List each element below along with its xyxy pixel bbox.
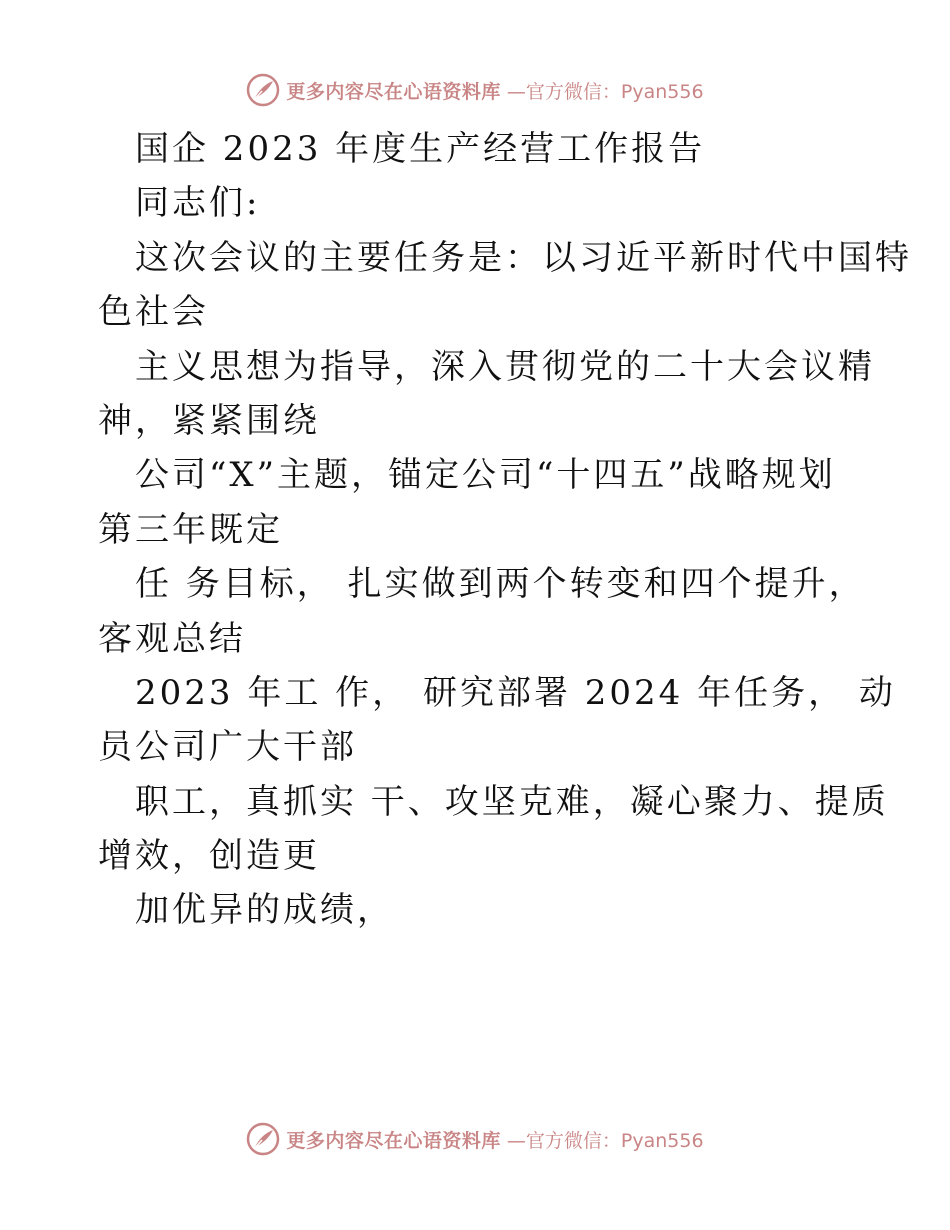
- watermark-text: 更多内容尽在心语资料库: [286, 1129, 501, 1152]
- paragraph-line: 员公司广大干部: [98, 727, 357, 768]
- paragraph-line: 公司“X”主题，锚定公司“十四五”战略规划: [135, 455, 836, 496]
- paragraph-line: 2023 年工 作， 研究部署 2024 年任务， 动: [135, 672, 896, 713]
- watermark-text: 更多内容尽在心语资料库: [286, 80, 501, 103]
- paragraph-line: 第三年既定: [98, 509, 283, 550]
- paragraph-line: 色社会: [98, 292, 209, 333]
- paragraph-line: 主义思想为指导，深入贯彻党的二十大会议精: [135, 346, 875, 387]
- document-body: [98, 122, 912, 938]
- footer-watermark: [0, 1122, 950, 1156]
- paragraph-line: 加优异的成绩，: [135, 890, 394, 931]
- feather-pen-logo-icon: [246, 73, 280, 107]
- feather-pen-logo-icon: [246, 1122, 280, 1156]
- paragraph-line: 神，紧紧围绕: [98, 400, 320, 441]
- salutation: 同志们:: [135, 183, 261, 224]
- paragraph-line: 任 务目标， 扎实做到两个转变和四个提升，: [135, 564, 866, 605]
- paragraph-line: 客观总结: [98, 618, 246, 659]
- paragraph-line: 增效，创造更: [98, 836, 320, 877]
- paragraph-line: 这次会议的主要任务是：以习近平新时代中国特: [135, 237, 912, 278]
- watermark-contact: —官方微信：Pyan556: [506, 1129, 704, 1152]
- watermark-contact: —官方微信：Pyan556: [506, 80, 704, 103]
- header-watermark: [0, 73, 950, 107]
- paragraph-line: 职工，真抓实 干、攻坚克难，凝心聚力、提质: [135, 781, 889, 822]
- document-title: 国企 2023 年度生产经营工作报告: [135, 129, 706, 169]
